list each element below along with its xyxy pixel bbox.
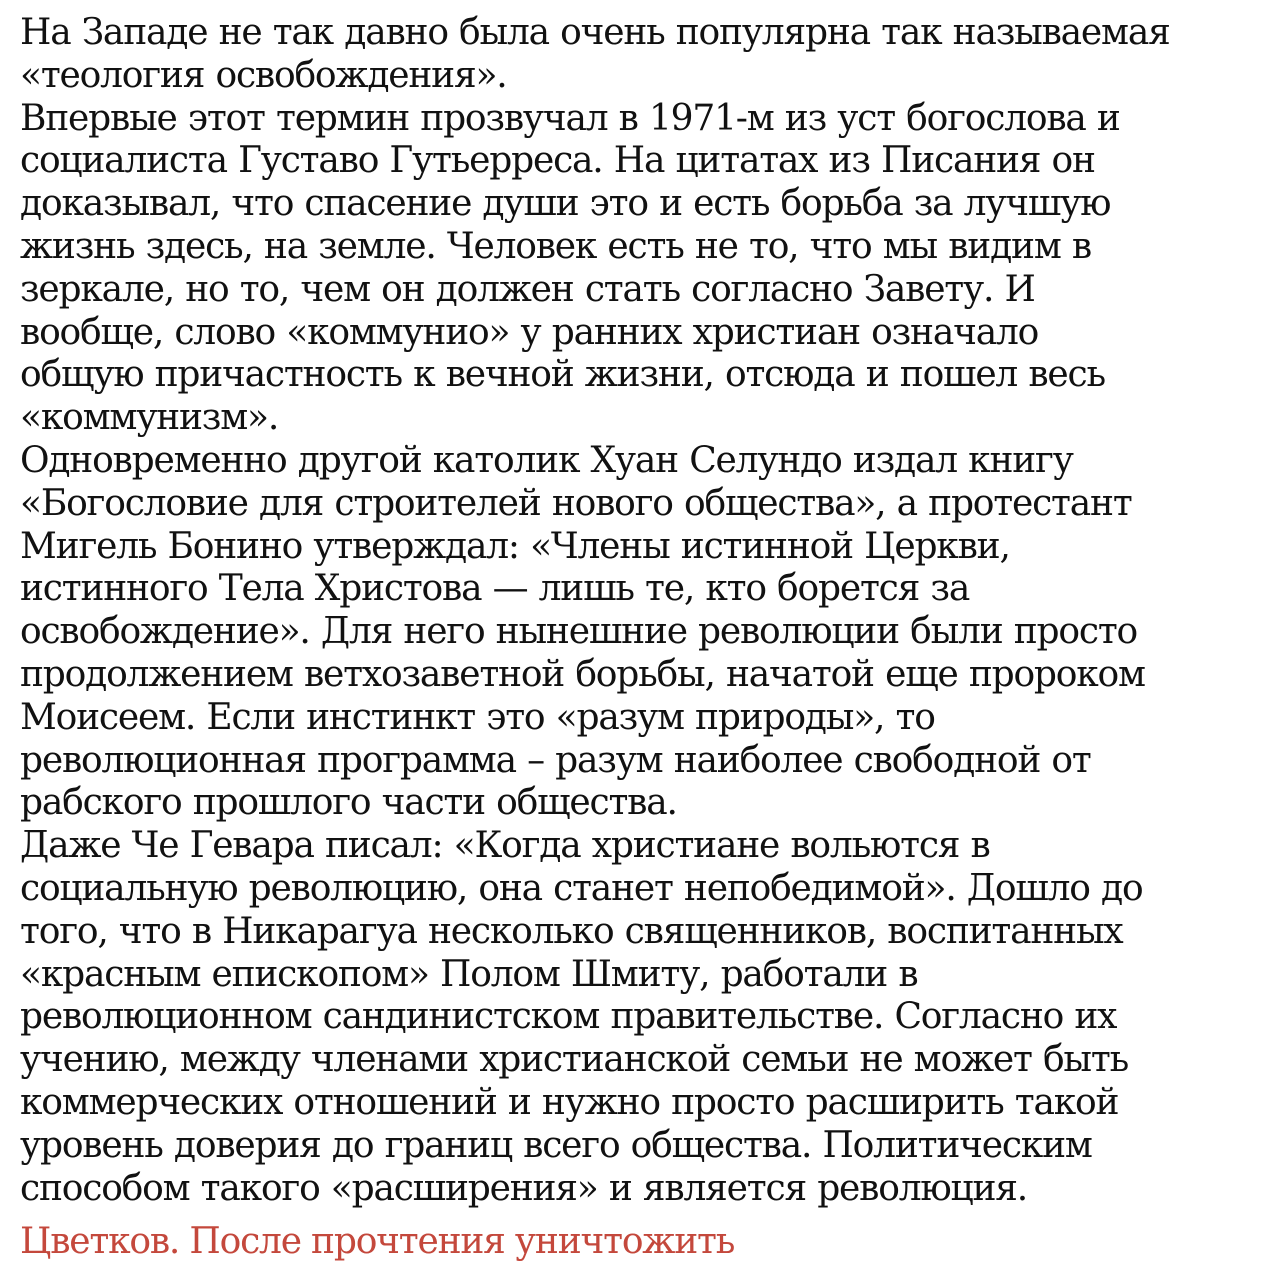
article-line-21: социальную революцию, она станет непобедимой». Дошло до xyxy=(20,867,1143,909)
article-line-20: Даже Че Гевара писал: «Когда христиане вольются в xyxy=(20,825,990,867)
article-line-7: зеркале, но то, чем он должен стать согласно Завету. И xyxy=(20,268,1035,310)
article-line-11: Одновременно другой католик Хуан Селундо издал книгу xyxy=(20,439,1073,481)
article-line-26: коммерческих отношений и нужно просто расширить такой xyxy=(20,1081,1119,1123)
article-line-13: Мигель Бонино утверждал: «Члены истинной Церкви, xyxy=(20,525,1010,567)
article-line-23: «красным епископом» Полом Шмиту, работали в xyxy=(20,953,918,995)
article-line-27: уровень доверия до границ всего общества. Политическим xyxy=(20,1124,1092,1166)
article-line-5: доказывал, что спасение души это и есть борьба за лучшую xyxy=(20,183,1111,225)
article-line-16: продолжением ветхозаветной борьбы, начатой еще пророком xyxy=(20,653,1145,695)
article-line-19: рабского прошлого части общества. xyxy=(20,782,677,824)
article-line-14: истинного Тела Христова — лишь те, кто борется за xyxy=(20,568,970,610)
article-text xyxy=(20,12,1268,1210)
article-line-25: учению, между членами христианской семьи не может быть xyxy=(20,1039,1128,1081)
article-line-24: революционном сандинистском правительстве. Согласно их xyxy=(20,996,1117,1038)
article-line-8: вообще, слово «коммунио» у ранних христиан означало xyxy=(20,311,1039,353)
article-line-12: «Богословие для строителей нового общества», а протестант xyxy=(20,482,1132,524)
article-line-15: освобождение». Для него нынешние революции были просто xyxy=(20,611,1138,653)
author-signature: Цветков. После прочтения уничтожить xyxy=(20,1221,735,1262)
article-line-28: способом такого «расширения» и является революция. xyxy=(20,1167,1028,1209)
article-line-10: «коммунизм». xyxy=(20,397,279,439)
article-line-2: «теология освобождения». xyxy=(20,54,507,96)
article-line-17: Моисеем. Если инстинкт это «разум природы», то xyxy=(20,696,935,738)
article-line-22: того, что в Никарагуа несколько священников, воспитанных xyxy=(20,910,1123,952)
article-body xyxy=(20,12,1268,1210)
article-line-18: революционная программа – разум наиболее свободной от xyxy=(20,739,1091,781)
article-line-9: общую причастность к вечной жизни, отсюда и пошел весь xyxy=(20,354,1105,396)
article-line-3: Впервые этот термин прозвучал в 1971-м из уст богослова и xyxy=(20,97,1120,139)
article-line-1: На Западе не так давно была очень популярна так называемая xyxy=(20,12,1170,53)
article-line-4: социалиста Густаво Гутьерреса. На цитатах из Писания он xyxy=(20,140,1095,182)
article-line-6: жизнь здесь, на земле. Человек есть не то, что мы видим в xyxy=(20,225,1091,267)
